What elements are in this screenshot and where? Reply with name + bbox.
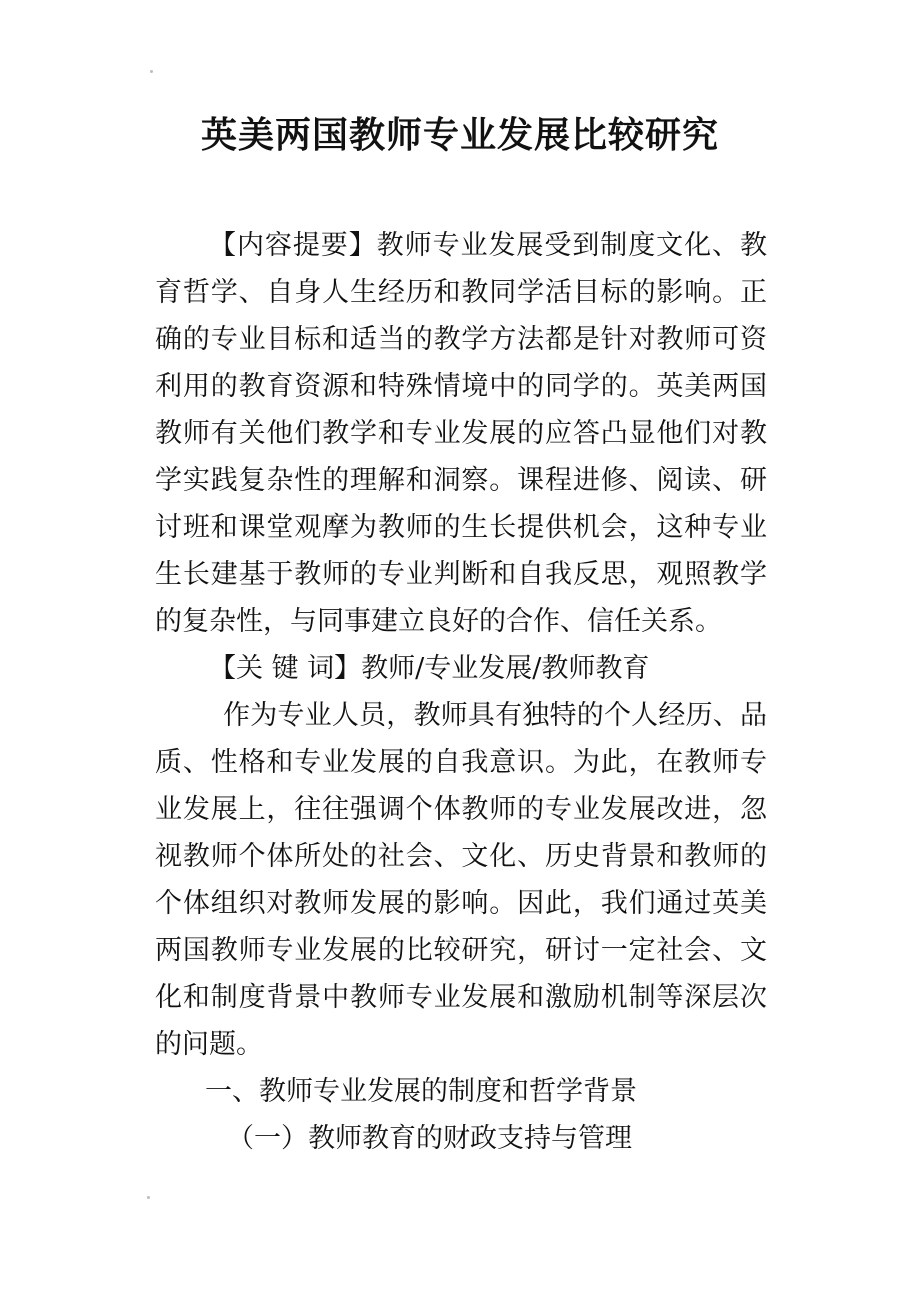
intro-paragraph: 作为专业人员，教师具有独特的个人经历、品质、性格和专业发展的自我意识。为此，在教师专业发展上，往往强调个体教师的专业发展改进，忽视教师个体所处的社会、文化、历史背景和教师的个体组织对教师发展的影响。因此，我们通过英美两国教师专业发展的比较研究，研讨一定社会、文化和制度背景中教师专业发展和激励机制等深层次的问题。 — [155, 700, 767, 1060]
scan-speck — [150, 70, 153, 73]
abstract-paragraph: 【内容提要】教师专业发展受到制度文化、教育哲学、自身人生经历和教同学活目标的影响。正确的专业目标和适当的教学方法都是针对教师可资利用的教育资源和特殊情境中的同学的。英美两国教师有关他们教学和专业发展的应答凸显他们对教学实践复杂性的理解和洞察。课程进修、阅读、研讨班和课堂观摩为教师的生长提供机会，这种专业生长建基于教师的专业判断和自我反思，观照教学的复杂性，与同事建立良好的合作、信任关系。 — [155, 230, 767, 637]
document-title: 英美两国教师专业发展比较研究 — [200, 115, 719, 156]
keywords-line: 【关 键 词】教师/专业发展/教师教育 — [209, 653, 650, 684]
subsection-heading: （一）教师教育的财政支持与管理 — [227, 1123, 632, 1154]
section-heading: 一、教师专业发展的制度和哲学背景 — [205, 1076, 637, 1107]
scan-speck — [147, 1196, 150, 1199]
document-body — [155, 222, 767, 1162]
